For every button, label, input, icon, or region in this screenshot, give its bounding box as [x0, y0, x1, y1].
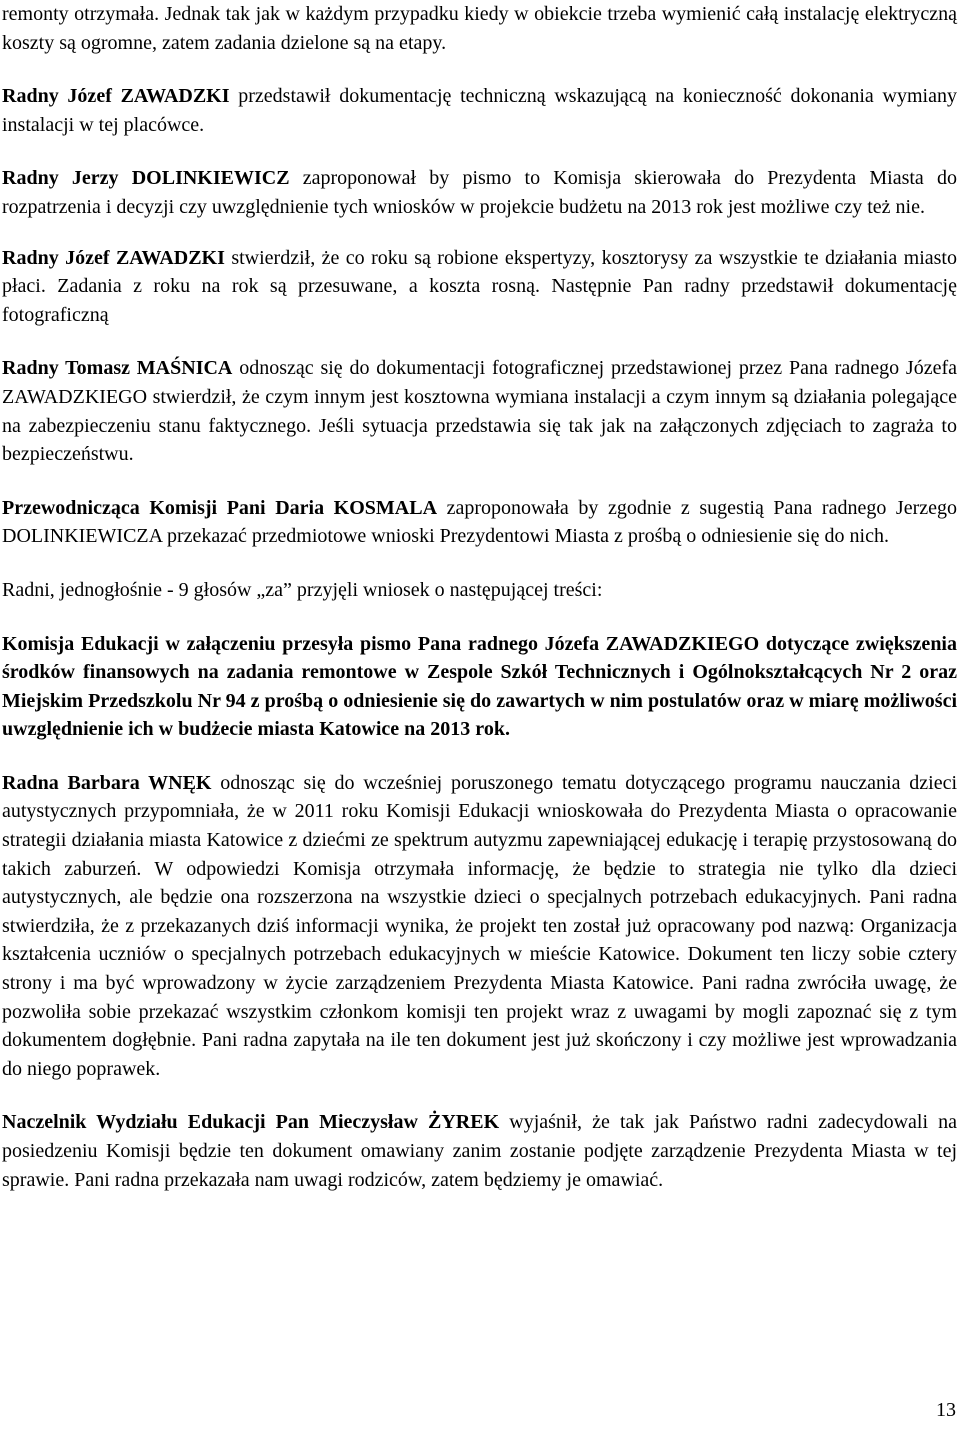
speaker-name: Naczelnik Wydziału Edukacji Pan Mieczysław ŻYREK: [2, 1111, 500, 1134]
paragraph-6-text: zaproponowała by zgodnie z sugestią Pana radnego Jerzego DOLINKIEWICZA przekazać przedmiotowe wnioski Prezydentowi Miasta z prośbą o odniesienie się do nich.: [2, 496, 957, 548]
motion-text: [2, 630, 957, 744]
paragraph-2: [2, 82, 957, 139]
paragraph-10-text: wyjaśnił, że tak jak Państwo radni zadecydowali na posiedzeniu Komisji będzie ten dokument omawiany zanim zostanie podjęte zarządzenie Prezydenta Miasta w tej sprawie. Pani radna przekazała nam uwagi rodziców, zatem będziemy je omawiać.: [2, 1111, 957, 1191]
paragraph-1: [2, 0, 957, 57]
speaker-name: Radna Barbara WNĘK: [2, 771, 212, 794]
paragraph-6: [2, 494, 957, 551]
speaker-name: Radny Józef ZAWADZKI: [2, 85, 230, 108]
paragraph-7: [2, 576, 957, 605]
speaker-name: Przewodnicząca Komisji Pani Daria KOSMALA: [2, 496, 438, 519]
speaker-name: Radny Jerzy DOLINKIEWICZ: [2, 167, 290, 190]
vote-result-text: Radni, jednogłośnie - 9 głosów „za” przyjęli wniosek o następującej treści:: [2, 578, 603, 601]
document-page: [2, 0, 957, 1194]
page-number: 13: [936, 1399, 956, 1421]
paragraph-2-text: przedstawił dokumentację techniczną wskazującą na konieczność dokonania wymiany instalacji w tej placówce.: [2, 85, 957, 136]
paragraph-4-text: stwierdził, że co roku są robione ekspertyzy, kosztorysy za wszystkie te działania miasto płaci. Zadania z roku na rok są przesuwane, a koszta rosną. Następnie Pan radny przedstawił dokumentację fotograficzną: [2, 246, 957, 326]
paragraph-10: [2, 1108, 957, 1194]
paragraph-4: [2, 244, 957, 330]
motion-text-content: Komisja Edukacji w załączeniu przesyła pismo Pana radnego Józefa ZAWADZKIEGO dotyczące zwiększenia środków finansowych na zadania remontowe w Zespole Szkół Technicznych i Ogólnokształcących Nr 2 oraz Miejskim Przedszkolu Nr 94 z prośbą o odniesienie się do zawartych w nim postulatów oraz w miarę możliwości uwzględnienie ich w budżecie miasta Katowice na 2013 rok.: [2, 632, 957, 741]
paragraph-9-text: odnosząc się do wcześniej poruszonego tematu dotyczącego programu nauczania dzieci autystycznych przypomniała, że w 2011 roku Komisji Edukacji wnioskowała do Prezydenta Miasta o opracowanie strategii działania miasta Katowice z dziećmi ze spektrum autyzmu zapewniającej edukację i terapię przystosowaną do takich zaburzeń. W odpowiedzi Komisja otrzymała informację, że będzie to strategia nie tylko dla dzieci autystycznych, ale będzie ona rozszerzona na wszystkie dzieci o specjalnych potrzebach edukacyjnych. Pani radna stwierdziła, że z przekazanych dziś informacji wynika, że projekt ten został już opracowany pod nazwą: Organizacja kształcenia uczniów o specjalnych potrzebach edukacyjnych w mieście Katowice. Dokument ten liczy sobie cztery strony i ma być wprowadzony w życie zarządzeniem Prezydenta Miasta Katowice. Pani radna zwróciła uwagę, że pozwoliła sobie przekazać wszystkim członkom komisji ten projekt wraz z uwagami by mogli zapoznać się z tym dokumentem dogłębnie. Pani radna zapytała na ile ten dokument jest już skończony i czy możliwe jest wprowadzania do niego poprawek.: [2, 771, 958, 1080]
speaker-name: Radny Józef ZAWADZKI: [2, 246, 225, 269]
paragraph-3: [2, 164, 957, 221]
speaker-name: Radny Tomasz MAŚNICA: [2, 357, 233, 380]
paragraph-5: [2, 354, 957, 468]
paragraph-3-text: zaproponował by pismo to Komisja skierowała do Prezydenta Miasta do rozpatrzenia i decyzji czy uwzględnienie tych wniosków w projekcie budżetu na 2013 rok jest możliwe czy też nie.: [2, 167, 957, 218]
paragraph-5-text: odnosząc się do dokumentacji fotograficznej przedstawionej przez Pana radnego Józefa ZAWADZKIEGO stwierdził, że czym innym jest kosztowna wymiana instalacji a czym innym są działania polegające na zabezpieczeniu stanu faktycznego. Jeśli sytuacja przedstawia się tak jak na załączonych zdjęciach to zagraża to bezpieczeństwu.: [2, 357, 957, 466]
paragraph-9: [2, 769, 957, 1084]
paragraph-1-text: remonty otrzymała. Jednak tak jak w każdym przypadku kiedy w obiekcie trzeba wymienić całą instalację elektryczną koszty są ogromne, zatem zadania dzielone są na etapy.: [2, 3, 957, 54]
